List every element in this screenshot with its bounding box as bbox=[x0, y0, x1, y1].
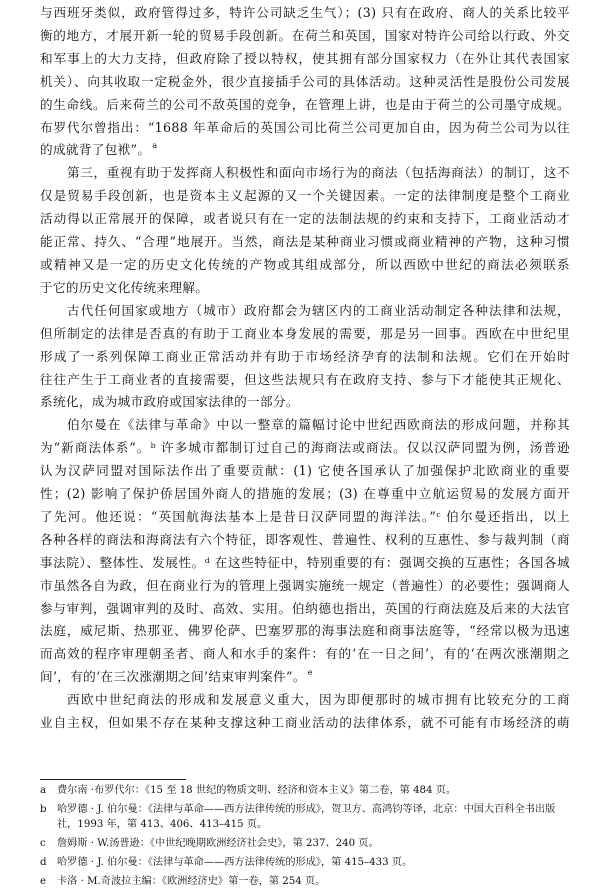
paragraph-1 bbox=[40, 2, 570, 162]
footnote-text bbox=[57, 874, 585, 889]
text-line: 法庭，威尼斯、热那亚、佛罗伦萨、巴塞罗那的海事法庭和商事法庭等，“经常以极为迅速 bbox=[40, 623, 570, 639]
paragraph-4 bbox=[40, 414, 570, 689]
text-line: 市虽然各自为政，但在商业行为的管理上强调实施统一规定（普遍性）的必要性；强调商人 bbox=[40, 577, 570, 593]
text-line: 能正常、持久、“合理”地展开。当然，商法是某种商业习惯或商业精神的产物，这种习惯 bbox=[40, 234, 570, 250]
footnote-mark-a: a bbox=[152, 141, 158, 151]
paragraph-2 bbox=[40, 162, 570, 299]
footnote-text bbox=[57, 855, 585, 870]
text-line: 布罗代尔曾指出：“1688 年革命后的英国公司比荷兰公司更加自由，因为荷兰公司为以往 bbox=[40, 119, 570, 135]
text-line: 的生命线。后来荷兰的公司不敌英国的竞争，在管理上讲，也是由于荷兰的公司墨守成规。 bbox=[40, 96, 570, 112]
footnote-a bbox=[40, 783, 585, 798]
text-line: 仅是贸易手段创新，也是资本主义起源的又一个关键因素。一定的法律制度是整个工商业 bbox=[40, 188, 570, 204]
text-line: 为“新商法体系”。ᵇ 许多城市都制订过自己的海商法或商法。仅以汉萨同盟为例，汤普逊 bbox=[40, 440, 570, 456]
body-text bbox=[40, 2, 570, 735]
paragraph-5 bbox=[40, 689, 570, 735]
text-line: 伯尔曼在《法律与革命》中以一整章的篇幅讨论中世纪西欧商法的形成问题，并称其 bbox=[67, 417, 570, 433]
text-line: 机关）、向其收取一定税金外，很少直接插手公司的具体活动。这种灵活性是股份公司发展 bbox=[40, 73, 570, 89]
text-line: 活动得以正常展开的保障，或者说只有在一定的法制法规的约束和支持下，工商业活动才 bbox=[40, 211, 570, 227]
text-line: 各种各样的商法和海商法有六个特征，即客观性、普遍性、权利的互惠性、参与裁判制（商 bbox=[40, 531, 570, 547]
text-line: 参与审判，强调审判的及时、高效、实用。伯纳德也指出，英国的行商法庭及后来的大法官 bbox=[40, 600, 570, 616]
footnote-line: 卡洛 · M.奇波拉主编：《欧洲经济史》第一卷，第 254 页。 bbox=[57, 875, 326, 887]
text-line: 认为汉萨同盟对国际法作出了重要贡献：(1) 它使各国承认了加强保护北欧商业的重要 bbox=[40, 463, 570, 479]
footnote-text bbox=[57, 836, 585, 851]
footnote-c bbox=[40, 836, 585, 851]
footnote-b bbox=[40, 802, 585, 833]
footnote-line: 费尔南 ·布罗代尔：《15 至 18 世纪的物质文明、经济和资本主义》第二卷，第 484 页。 bbox=[57, 785, 457, 796]
footnote-letter: d bbox=[40, 856, 47, 868]
footnote-letter: c bbox=[40, 838, 46, 849]
text-line: 西欧中世纪商法的形成和发展意义重大，因为即便那时的城市拥有比较充分的工商 bbox=[67, 692, 570, 708]
text-line: 性；(2) 影响了保护侨居国外商人的措施的发展；(3) 在尊重中立航运贸易的发展方面开 bbox=[40, 486, 570, 502]
text-line: 往往产生于工商业者的直接需要，但这些法规只有在政府支持、参与下才能使其正规化、 bbox=[40, 371, 570, 387]
text-line: 古代任何国家或地方（城市）政府都会为辖区内的工商业活动制定各种法律和法规， bbox=[67, 302, 570, 318]
footnote-divider bbox=[40, 779, 186, 780]
text-line: 业自主权，但如果不存在某种支撑这种工商业活动的法律体系，就不可能有市场经济的萌 bbox=[40, 715, 570, 731]
text-line-last: 系统化，成为城市政府或国家法律的一部分。 bbox=[40, 394, 299, 410]
text-line-content: 的成就背了包袱”。 bbox=[40, 142, 151, 158]
text-line: 事法院）、整体性、发展性。ᵈ 在这些特征中，特别重要的有：强调交换的互惠性；各国各城 bbox=[40, 554, 570, 570]
footnote-line: 詹姆斯 · W.汤普逊：《中世纪晚期欧洲经济社会史》，第 237、240 页。 bbox=[57, 838, 379, 849]
text-line-last: 于它的历史文化传统来理解。 bbox=[40, 279, 209, 295]
footnote-line: 社，1993 年，第 413、406、413–415 页。 bbox=[57, 819, 268, 831]
text-line-last bbox=[40, 139, 570, 162]
footnotes bbox=[40, 783, 585, 892]
text-line: 和军事上的大力支持，但政府除了授以特权，使其拥有部分国家权力（在外让其代表国家 bbox=[40, 50, 570, 66]
paragraph-3 bbox=[40, 300, 570, 415]
text-line: 但所制定的法律是否真的有助于工商业本身发展的需要，那是另一回事。西欧在中世纪里 bbox=[40, 325, 570, 341]
footnote-text bbox=[57, 783, 585, 798]
footnote-mark-e: e bbox=[307, 668, 313, 678]
footnote-line: 哈罗德 · J. 伯尔曼：《法律与革命——西方法律传统的形成》，贺卫方、高鸿钧等译，北京：中国大百科全书出版 bbox=[57, 803, 556, 815]
footnote-d bbox=[40, 855, 585, 870]
text-line: 形成了一系列保障工商业正常活动并有助于市场经济孕育的法制和法规。它们在开始时 bbox=[40, 348, 570, 364]
footnote-letter: a bbox=[40, 785, 47, 796]
footnote-letter: b bbox=[40, 803, 47, 815]
text-line: 衡的地方，才展开新一轮的贸易手段创新。在荷兰和英国，国家对特许公司给以行政、外交 bbox=[40, 27, 570, 43]
text-line: 与西班牙类似，政府管得过多，特许公司缺乏生气）；(3) 只有在政府、商人的关系比较平 bbox=[40, 5, 570, 20]
text-line-content: 间’，有的‘在三次涨潮期之间’结束审判案件”。 bbox=[40, 669, 306, 685]
text-line: 而高效的程序审理朝圣者、商人和水手的案件：有的‘在一日之间’，有的‘在两次涨潮期之 bbox=[40, 646, 570, 662]
text-line: 第三，重视有助于发挥商人积极性和面向市场行为的商法（包括海商法）的制订，这不 bbox=[67, 165, 570, 181]
footnote-e bbox=[40, 874, 585, 889]
text-line-last bbox=[40, 666, 570, 689]
text-line: 或精神又是一定的历史文化传统的产物或其组成部分，所以西欧中世纪的商法必须联系 bbox=[40, 256, 570, 272]
text-line: 了先河。他还说：“英国航海法基本上是昔日汉萨同盟的海洋法。”ᶜ 伯尔曼还指出，以上 bbox=[40, 508, 570, 524]
footnote-text bbox=[57, 802, 585, 833]
footnote-letter: e bbox=[40, 875, 47, 887]
footnote-line: 哈罗德 · J. 伯尔曼：《法律与革命——西方法律传统的形成》，第 415–433 页。 bbox=[57, 856, 413, 868]
